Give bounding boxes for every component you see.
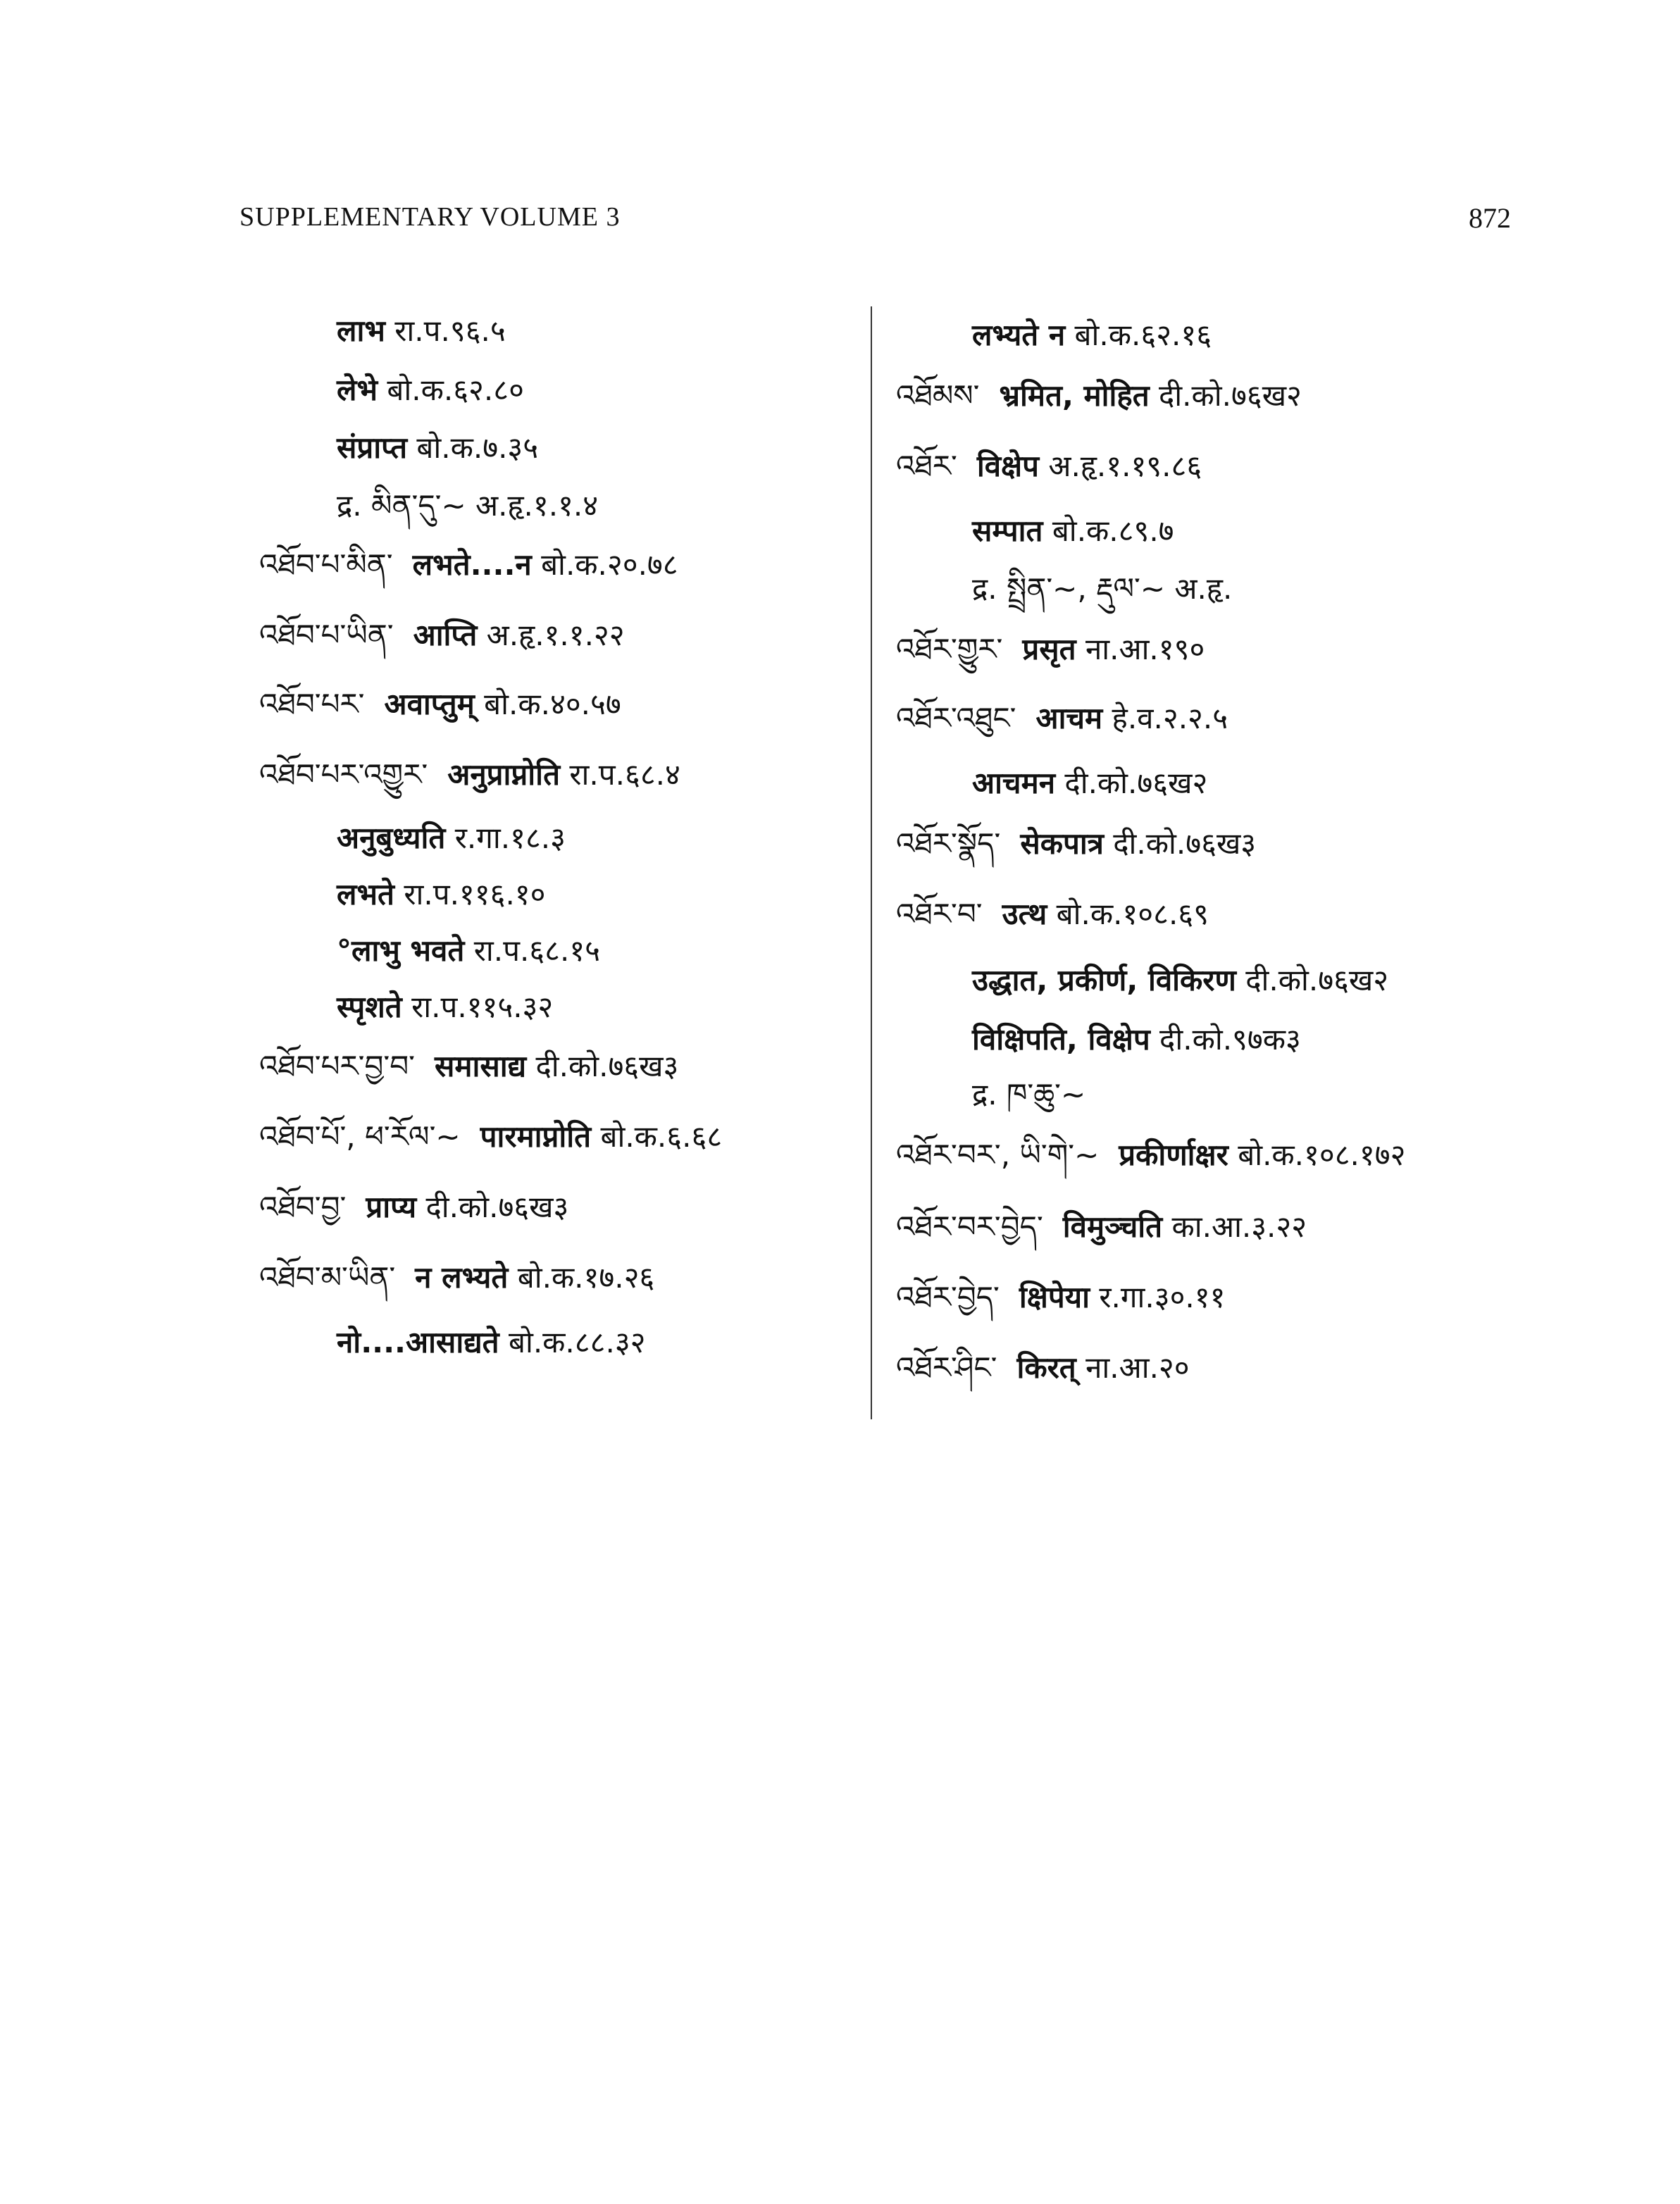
source-reference: रा.प.९६.५ [394,313,506,348]
dictionary-entry [952,568,1232,610]
source-reference: दी.को.७६ख२ [1064,766,1208,800]
source-reference: रा.प.६८.१५ [473,933,601,968]
source-reference: बो.क.८९.७ [1052,513,1174,548]
source-reference: बो.क.६२.१६ [1074,318,1212,352]
tibetan-headword: འཐོར་བར་, ཡི་གེ་~ [896,1138,1100,1172]
column-divider [871,306,872,1419]
dictionary-entry [317,930,600,972]
tibetan-headword: འཐོབ་མ་ཡིན་ [259,1260,396,1295]
sanskrit-gloss: लेभे [337,373,378,407]
sanskrit-gloss: सम्पात [972,513,1043,548]
tibetan-headword: འཐོར་འཐུང་ [896,701,1016,735]
running-title: SUPPLEMENTARY VOLUME 3 [239,202,621,232]
source-reference: अ.हृ.१.१९.८६ [1048,449,1202,483]
sanskrit-gloss: आचमन [972,766,1056,800]
dictionary-entry [896,628,1205,671]
sanskrit-gloss: °लाभु भवते [337,933,465,968]
source-reference: ना.आ.१९० [1085,632,1205,666]
tibetan-headword: འཐོབ་པར་བྱ་བ་ [259,1049,415,1083]
dictionary-entry [259,754,680,796]
dictionary-entry [317,1321,646,1364]
page-number: 872 [1469,202,1511,234]
dictionary-entry [952,1073,1085,1116]
dictionary-entry [317,873,545,916]
source-reference: रा.प.११५.३२ [411,990,554,1024]
dictionary-entry [896,1276,1225,1319]
dictionary-entry [317,310,506,352]
dictionary-entry [259,1186,568,1228]
dictionary-entry [896,1134,1405,1176]
source-reference: द्र. སྤྲིན་~, རྡུལ་~ अ.हृ. [972,571,1233,606]
tibetan-headword: འཐོར་བར་བྱེད་ [896,1209,1043,1244]
source-reference: बो.क.४०.५७ [484,687,621,721]
source-reference: दी.को.७६ख३ [535,1049,679,1083]
tibetan-headword: འཐོབ་པ་ཡིན་ [259,618,394,652]
sanskrit-gloss: अनुबुध्यति [337,821,446,855]
sanskrit-gloss: विक्षिपति, विक्षेप [972,1022,1150,1057]
tibetan-headword: འཐོབ་པོ་, ཕ་རོལ་~ [259,1119,461,1154]
dictionary-entry [896,697,1228,740]
source-reference: बो.क.६.६८ [600,1119,723,1154]
source-reference: बो.क.१७.२६ [517,1260,655,1295]
dictionary-entry [259,1116,722,1158]
dictionary-entry [952,959,1388,1002]
source-reference: का.आ.३.२२ [1171,1209,1307,1244]
source-reference: अ.हृ.१.१.२२ [486,618,625,652]
sanskrit-gloss: विक्षेप [976,449,1040,483]
source-reference: बो.क.६२.८० [387,373,524,407]
sanskrit-gloss: प्रसृत [1022,632,1076,666]
dictionary-entry [952,762,1207,804]
dictionary-entry [896,1347,1190,1389]
dictionary-entry [259,1045,678,1088]
source-reference: बो.क.७.३५ [416,430,539,465]
source-reference: दी.को.७६ख२ [1245,963,1389,997]
source-reference: बो.क.२०.७८ [541,547,678,582]
source-reference: दी.को.७६ख३ [425,1190,569,1224]
tibetan-headword: འཐོར་ [896,449,957,483]
source-reference: दी.को.९७क३ [1159,1022,1301,1057]
sanskrit-gloss: अवाप्तुम् [384,687,475,721]
sanskrit-gloss: लाभ [337,313,385,348]
sanskrit-gloss: पारमाप्नोति [480,1119,592,1154]
source-reference: हे.व.२.२.५ [1112,701,1228,735]
sanskrit-gloss: प्रकीर्णाक्षर [1119,1138,1228,1172]
dictionary-entry [896,893,1209,935]
sanskrit-gloss: आप्ति [413,618,478,652]
dictionary-entry [259,544,678,586]
sanskrit-gloss: लभ्यते न [972,318,1066,352]
dictionary-entry [317,986,553,1028]
dictionary-entry [896,375,1302,417]
source-reference: दी.को.७६ख३ [1113,826,1257,861]
dictionary-entry [259,683,621,726]
source-reference: द्र. མིན་དུ་~ अ.हृ.१.१.४ [337,488,599,523]
tibetan-headword: འཐོབ་པར་འགྱུར་ [259,757,428,792]
source-reference: र.गा.१८.३ [454,821,566,855]
dictionary-entry [317,485,598,527]
dictionary-entry [317,817,566,859]
tibetan-headword: འཐོར་སྣོད་ [896,826,1001,861]
sanskrit-gloss: विमुञ्चति [1062,1209,1163,1244]
dictionary-entry [317,369,524,411]
sanskrit-gloss: नो....आसाद्यते [337,1325,499,1359]
dictionary-entry [259,1257,654,1299]
sanskrit-gloss: क्षिपेया [1019,1280,1090,1314]
dictionary-entry [896,823,1256,865]
tibetan-headword: འཐོར་བྱེད་ [896,1280,1000,1314]
dictionary-entry [952,314,1212,356]
dictionary-entry [896,445,1202,487]
source-reference: ना.आ.२० [1085,1350,1190,1385]
sanskrit-gloss: भ्रमित, मोहित [999,378,1150,413]
dictionary-entry [952,1019,1301,1061]
source-reference: रा.प.६८.४ [569,757,680,792]
sanskrit-gloss: लभते [337,877,394,911]
source-reference: रा.प.११६.१० [404,877,546,911]
tibetan-headword: འཐོབ་བྱ་ [259,1190,347,1224]
dictionary-entry [896,1206,1307,1248]
sanskrit-gloss: लभते....न [412,547,532,582]
sanskrit-gloss: समासाद्य [434,1049,527,1083]
sanskrit-gloss: सेकपात्र [1020,826,1104,861]
tibetan-headword: འཐོར་ཤིང་ [896,1350,997,1385]
source-reference: बो.क.१०८.६९ [1056,897,1209,931]
dictionary-entry [317,427,538,469]
sanskrit-gloss: उत्थ [1002,897,1047,931]
source-reference: बो.क.८८.३२ [508,1325,646,1359]
sanskrit-gloss: अनुप्राप्नोति [447,757,561,792]
tibetan-headword: འཐོབ་པ་མིན་ [259,547,393,582]
sanskrit-gloss: प्राप्य [366,1190,417,1224]
tibetan-headword: འཐོམས་ [896,378,980,413]
source-reference: र.गा.३०.११ [1099,1280,1226,1314]
tibetan-headword: འཐོར་བ་ [896,897,983,931]
source-reference: दी.को.७६ख२ [1159,378,1302,413]
source-reference: बो.क.१०८.१७२ [1238,1138,1406,1172]
tibetan-headword: འཐོར་གྱུར་ [896,632,1003,666]
sanskrit-gloss: स्पृशते [337,990,402,1024]
sanskrit-gloss: संप्राप्त [337,430,408,465]
dictionary-entry [952,510,1174,552]
sanskrit-gloss: उद्धात, प्रकीर्ण, विकिरण [972,963,1236,997]
source-reference: द्र. ཁ་ཆུ་~ [972,1077,1086,1112]
sanskrit-gloss: आचम [1035,701,1103,735]
sanskrit-gloss: किरत् [1016,1350,1076,1385]
sanskrit-gloss: न लभ्यते [415,1260,509,1295]
tibetan-headword: འཐོབ་པར་ [259,687,365,721]
dictionary-entry [259,614,625,656]
